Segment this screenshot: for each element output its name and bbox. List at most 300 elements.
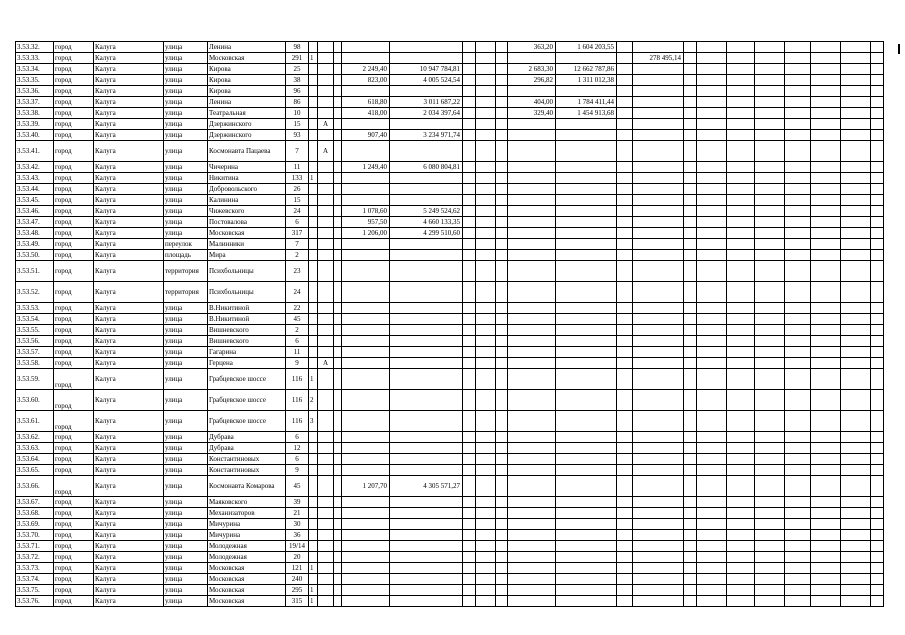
empty-cell: [463, 358, 476, 369]
street-type-cell: улица: [164, 530, 208, 541]
house-cell: 6: [286, 336, 309, 347]
area1-cell: [342, 508, 390, 519]
empty-cell: [871, 358, 884, 369]
empty-cell: [727, 86, 755, 97]
empty-cell: [785, 42, 811, 53]
empty-cell: [841, 75, 871, 86]
empty-cell: [476, 250, 496, 261]
value1-cell: [390, 369, 463, 390]
row-id-cell: 3.53.39.: [16, 119, 54, 130]
empty-cell: [811, 530, 841, 541]
empty-cell: [841, 325, 871, 336]
empty-cell: [697, 75, 727, 86]
settlement-cell: Калуга: [94, 541, 164, 552]
empty-cell: [697, 64, 727, 75]
empty-cell: [617, 195, 633, 206]
empty-cell: [334, 119, 342, 130]
row-id-cell: 3.53.55.: [16, 325, 54, 336]
empty-cell: [617, 454, 633, 465]
house-cell: 45: [286, 314, 309, 325]
value2-cell: [556, 130, 617, 141]
empty-cell: [617, 390, 633, 411]
street-type-cell: улица: [164, 303, 208, 314]
empty-cell: [755, 75, 785, 86]
empty-cell: [785, 53, 811, 64]
empty-cell: [811, 476, 841, 497]
settlement-type-cell: город: [54, 195, 94, 206]
value1-cell: [390, 347, 463, 358]
area1-cell: [342, 411, 390, 432]
street-type-cell: улица: [164, 476, 208, 497]
empty-cell: [334, 530, 342, 541]
empty-cell: [463, 574, 476, 585]
area1-cell: [342, 173, 390, 184]
empty-cell: [476, 119, 496, 130]
empty-cell: [463, 454, 476, 465]
empty-cell: [334, 130, 342, 141]
empty-cell: [697, 97, 727, 108]
empty-cell: [684, 130, 697, 141]
empty-cell: [841, 53, 871, 64]
empty-cell: [697, 443, 727, 454]
street-cell: Кирова: [208, 75, 286, 86]
area1-cell: [342, 541, 390, 552]
empty-cell: [496, 303, 508, 314]
value2-cell: [556, 465, 617, 476]
settlement-type-cell: город: [54, 239, 94, 250]
settlement-cell: Калуга: [94, 585, 164, 596]
empty-cell: [617, 97, 633, 108]
house-cell: 7: [286, 239, 309, 250]
empty-cell: [684, 476, 697, 497]
empty-cell: [496, 42, 508, 53]
table-row: [16, 358, 884, 369]
empty-cell: [476, 585, 496, 596]
street-cell: Вишневского: [208, 336, 286, 347]
street-cell: Молодежная: [208, 552, 286, 563]
empty-cell: [697, 552, 727, 563]
settlement-cell: Калуга: [94, 239, 164, 250]
empty-cell: [727, 325, 755, 336]
building-cell: [309, 86, 318, 97]
empty-cell: [496, 347, 508, 358]
row-id-cell: 3.53.56.: [16, 336, 54, 347]
empty-cell: [785, 563, 811, 574]
empty-cell: [871, 585, 884, 596]
table-row: [16, 325, 884, 336]
settlement-type-cell: город: [54, 162, 94, 173]
row-id-cell: 3.53.65.: [16, 465, 54, 476]
empty-cell: [697, 86, 727, 97]
empty-cell: [463, 184, 476, 195]
house-cell: 2: [286, 250, 309, 261]
empty-cell: [871, 184, 884, 195]
empty-cell: [727, 443, 755, 454]
area1-cell: [342, 239, 390, 250]
street-cell: Дубрава: [208, 443, 286, 454]
settlement-cell: Калуга: [94, 443, 164, 454]
empty-cell: [785, 432, 811, 443]
settlement-cell: Калуга: [94, 497, 164, 508]
empty-cell: [697, 42, 727, 53]
table-row: [16, 369, 884, 390]
settlement-type-cell: город: [54, 64, 94, 75]
value2-cell: [556, 541, 617, 552]
street-type-cell: улица: [164, 217, 208, 228]
value1-cell: [390, 336, 463, 347]
empty-cell: [841, 519, 871, 530]
value1-cell: [390, 42, 463, 53]
empty-cell: [785, 64, 811, 75]
value2-cell: 1 454 913,68: [556, 108, 617, 119]
empty-cell: [684, 325, 697, 336]
settlement-cell: Калуга: [94, 336, 164, 347]
value2-cell: [556, 347, 617, 358]
empty-cell: [811, 97, 841, 108]
building-cell: [309, 443, 318, 454]
area1-cell: [342, 530, 390, 541]
street-cell: Грабцевское шоссе: [208, 369, 286, 390]
letter-cell: [318, 541, 334, 552]
empty-cell: [684, 97, 697, 108]
street-type-cell: улица: [164, 585, 208, 596]
area2-cell: [508, 53, 556, 64]
value3-cell: [633, 519, 684, 530]
house-cell: 23: [286, 261, 309, 282]
area1-cell: [342, 454, 390, 465]
row-id-cell: 3.53.62.: [16, 432, 54, 443]
empty-cell: [697, 250, 727, 261]
row-id-cell: 3.53.34.: [16, 64, 54, 75]
value1-cell: 5 249 524,62: [390, 206, 463, 217]
house-cell: 21: [286, 508, 309, 519]
empty-cell: [463, 465, 476, 476]
area2-cell: [508, 314, 556, 325]
empty-cell: [785, 184, 811, 195]
settlement-type-cell: город: [54, 173, 94, 184]
settlement-type-cell: город: [54, 42, 94, 53]
empty-cell: [617, 347, 633, 358]
empty-cell: [697, 432, 727, 443]
table-row: [16, 141, 884, 162]
empty-cell: [697, 476, 727, 497]
empty-cell: [811, 432, 841, 443]
area1-cell: [342, 195, 390, 206]
row-id-cell: 3.53.71.: [16, 541, 54, 552]
house-cell: 22: [286, 303, 309, 314]
value1-cell: [390, 465, 463, 476]
settlement-cell: Калуга: [94, 476, 164, 497]
empty-cell: [334, 86, 342, 97]
empty-cell: [617, 130, 633, 141]
house-cell: 10: [286, 108, 309, 119]
empty-cell: [463, 314, 476, 325]
settlement-type-cell: город: [54, 454, 94, 465]
value3-cell: [633, 347, 684, 358]
empty-cell: [684, 64, 697, 75]
table-row: [16, 217, 884, 228]
empty-cell: [697, 519, 727, 530]
area2-cell: [508, 239, 556, 250]
settlement-type-cell: город: [54, 390, 94, 411]
building-cell: [309, 432, 318, 443]
letter-cell: [318, 411, 334, 432]
empty-cell: [811, 358, 841, 369]
value1-cell: 2 034 397,64: [390, 108, 463, 119]
value1-cell: [390, 552, 463, 563]
empty-cell: [334, 64, 342, 75]
empty-cell: [463, 206, 476, 217]
value1-cell: [390, 173, 463, 184]
empty-cell: [871, 443, 884, 454]
empty-cell: [617, 162, 633, 173]
empty-cell: [841, 86, 871, 97]
street-type-cell: улица: [164, 541, 208, 552]
building-cell: [309, 97, 318, 108]
empty-cell: [617, 369, 633, 390]
empty-cell: [785, 141, 811, 162]
settlement-cell: Калуга: [94, 119, 164, 130]
street-type-cell: улица: [164, 596, 208, 607]
empty-cell: [496, 519, 508, 530]
empty-cell: [617, 119, 633, 130]
street-cell: Кирова: [208, 86, 286, 97]
house-cell: 11: [286, 347, 309, 358]
empty-cell: [684, 195, 697, 206]
street-cell: Психбольницы: [208, 261, 286, 282]
empty-cell: [755, 432, 785, 443]
empty-cell: [841, 465, 871, 476]
empty-cell: [697, 228, 727, 239]
empty-cell: [755, 530, 785, 541]
empty-cell: [476, 443, 496, 454]
empty-cell: [785, 476, 811, 497]
settlement-type-cell: город: [54, 119, 94, 130]
area2-cell: [508, 217, 556, 228]
empty-cell: [463, 97, 476, 108]
empty-cell: [684, 303, 697, 314]
area2-cell: [508, 574, 556, 585]
empty-cell: [871, 314, 884, 325]
empty-cell: [811, 239, 841, 250]
street-cell: Никитина: [208, 173, 286, 184]
empty-cell: [785, 130, 811, 141]
empty-cell: [697, 530, 727, 541]
settlement-type-cell: город: [54, 497, 94, 508]
empty-cell: [617, 552, 633, 563]
street-type-cell: улица: [164, 314, 208, 325]
empty-cell: [841, 173, 871, 184]
row-id-cell: 3.53.47.: [16, 217, 54, 228]
settlement-type-cell: город: [54, 585, 94, 596]
empty-cell: [871, 173, 884, 184]
empty-cell: [684, 358, 697, 369]
empty-cell: [476, 465, 496, 476]
settlement-type-cell: город: [54, 411, 94, 432]
empty-cell: [684, 519, 697, 530]
building-cell: [309, 195, 318, 206]
settlement-cell: Калуга: [94, 86, 164, 97]
empty-cell: [684, 314, 697, 325]
value2-cell: [556, 596, 617, 607]
empty-cell: [785, 108, 811, 119]
empty-cell: [785, 585, 811, 596]
street-cell: Грабцевское шоссе: [208, 390, 286, 411]
empty-cell: [496, 64, 508, 75]
value2-cell: [556, 574, 617, 585]
empty-cell: [871, 303, 884, 314]
settlement-type-cell: город: [54, 86, 94, 97]
empty-cell: [727, 303, 755, 314]
empty-cell: [785, 75, 811, 86]
value3-cell: [633, 282, 684, 303]
empty-cell: [871, 347, 884, 358]
street-type-cell: улица: [164, 130, 208, 141]
table-row: [16, 282, 884, 303]
row-id-cell: 3.53.66.: [16, 476, 54, 497]
empty-cell: [617, 173, 633, 184]
letter-cell: [318, 130, 334, 141]
empty-cell: [811, 250, 841, 261]
value2-cell: [556, 432, 617, 443]
house-cell: 315: [286, 596, 309, 607]
table-row: [16, 541, 884, 552]
letter-cell: [318, 336, 334, 347]
empty-cell: [871, 497, 884, 508]
value3-cell: [633, 42, 684, 53]
empty-cell: [617, 282, 633, 303]
area1-cell: [342, 336, 390, 347]
area1-cell: 1 249,40: [342, 162, 390, 173]
empty-cell: [871, 508, 884, 519]
row-id-cell: 3.53.64.: [16, 454, 54, 465]
settlement-type-cell: город: [54, 130, 94, 141]
empty-cell: [496, 97, 508, 108]
street-cell: Калинина: [208, 195, 286, 206]
empty-cell: [476, 261, 496, 282]
house-cell: 20: [286, 552, 309, 563]
street-cell: Ленина: [208, 42, 286, 53]
settlement-type-cell: город: [54, 432, 94, 443]
empty-cell: [476, 173, 496, 184]
empty-cell: [841, 563, 871, 574]
empty-cell: [334, 206, 342, 217]
row-id-cell: 3.53.59.: [16, 369, 54, 390]
empty-cell: [496, 250, 508, 261]
area2-cell: [508, 411, 556, 432]
empty-cell: [811, 454, 841, 465]
empty-cell: [727, 454, 755, 465]
building-cell: [309, 64, 318, 75]
empty-cell: [841, 596, 871, 607]
empty-cell: [496, 508, 508, 519]
settlement-cell: Калуга: [94, 574, 164, 585]
area2-cell: [508, 336, 556, 347]
empty-cell: [727, 97, 755, 108]
value2-cell: [556, 206, 617, 217]
empty-cell: [871, 64, 884, 75]
empty-cell: [334, 217, 342, 228]
row-id-cell: 3.53.76.: [16, 596, 54, 607]
empty-cell: [785, 314, 811, 325]
empty-cell: [871, 552, 884, 563]
area2-cell: 363,20: [508, 42, 556, 53]
street-cell: Грабцевское шоссе: [208, 411, 286, 432]
street-cell: Чижевского: [208, 206, 286, 217]
empty-cell: [684, 86, 697, 97]
building-cell: [309, 282, 318, 303]
empty-cell: [463, 541, 476, 552]
empty-cell: [476, 141, 496, 162]
building-cell: [309, 130, 318, 141]
settlement-cell: Калуга: [94, 53, 164, 64]
empty-cell: [755, 596, 785, 607]
empty-cell: [871, 336, 884, 347]
empty-cell: [871, 530, 884, 541]
empty-cell: [811, 173, 841, 184]
empty-cell: [755, 358, 785, 369]
empty-cell: [871, 261, 884, 282]
empty-cell: [476, 42, 496, 53]
empty-cell: [841, 217, 871, 228]
table-row: [16, 454, 884, 465]
street-cell: Дзержинского: [208, 119, 286, 130]
area2-cell: [508, 519, 556, 530]
value2-cell: [556, 86, 617, 97]
empty-cell: [727, 390, 755, 411]
empty-cell: [811, 282, 841, 303]
area2-cell: [508, 497, 556, 508]
empty-cell: [785, 250, 811, 261]
area2-cell: [508, 585, 556, 596]
empty-cell: [476, 314, 496, 325]
row-id-cell: 3.53.75.: [16, 585, 54, 596]
empty-cell: [785, 217, 811, 228]
empty-cell: [476, 53, 496, 64]
empty-cell: [811, 552, 841, 563]
empty-cell: [785, 119, 811, 130]
value3-cell: [633, 325, 684, 336]
empty-cell: [684, 585, 697, 596]
empty-cell: [476, 64, 496, 75]
settlement-cell: Калуга: [94, 162, 164, 173]
row-id-cell: 3.53.54.: [16, 314, 54, 325]
street-cell: Малинники: [208, 239, 286, 250]
settlement-type-cell: город: [54, 282, 94, 303]
house-cell: 96: [286, 86, 309, 97]
table-row: [16, 195, 884, 206]
street-cell: Московская: [208, 53, 286, 64]
empty-cell: [811, 369, 841, 390]
area2-cell: 296,82: [508, 75, 556, 86]
row-id-cell: 3.53.70.: [16, 530, 54, 541]
value2-cell: [556, 563, 617, 574]
empty-cell: [811, 519, 841, 530]
empty-cell: [496, 228, 508, 239]
empty-cell: [841, 541, 871, 552]
empty-cell: [811, 108, 841, 119]
empty-cell: [684, 184, 697, 195]
empty-cell: [871, 195, 884, 206]
empty-cell: [463, 585, 476, 596]
value2-cell: [556, 239, 617, 250]
row-id-cell: 3.53.33.: [16, 53, 54, 64]
empty-cell: [684, 465, 697, 476]
empty-cell: [496, 141, 508, 162]
empty-cell: [755, 53, 785, 64]
table-row: [16, 53, 884, 64]
house-cell: 6: [286, 432, 309, 443]
